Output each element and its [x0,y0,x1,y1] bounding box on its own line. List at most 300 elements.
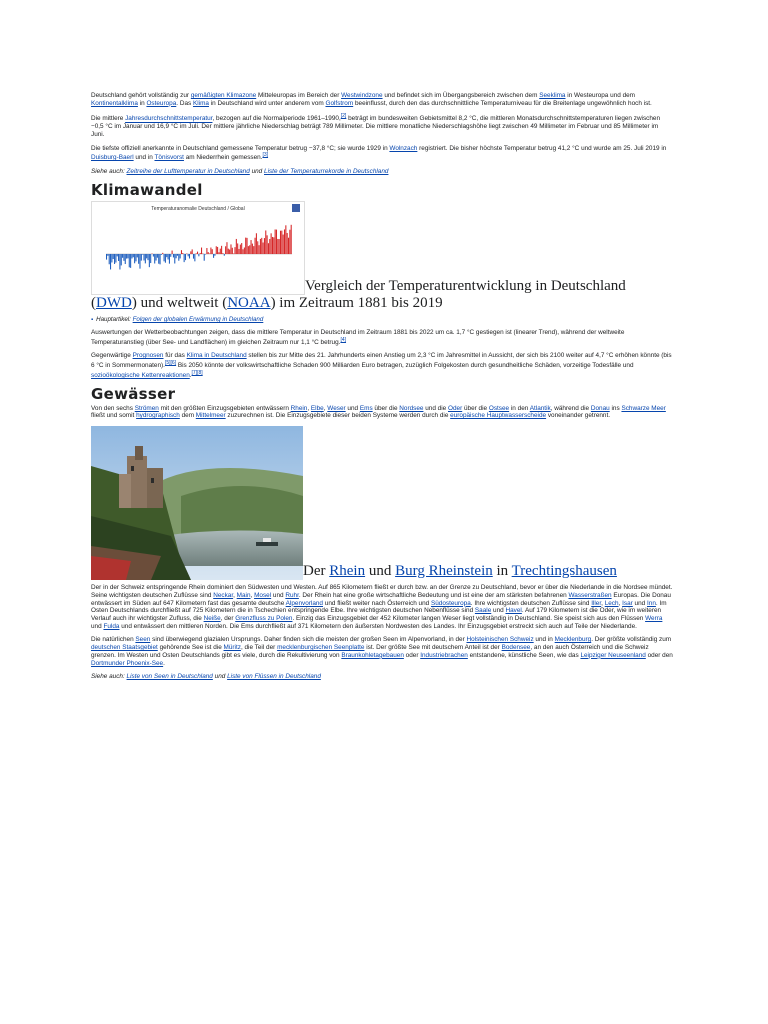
climate-paragraph-2 [91,113,673,138]
anomaly-bar [287,233,288,254]
anomaly-bar [196,253,197,254]
rhein-photo-svg [91,426,303,580]
inline-link[interactable]: Donau [590,404,610,412]
text-run: beeinflusst, durch den das durchschnittliche Temperaturniveau für die Breitenlage ungewöhnlich hoch ist. [353,99,652,107]
inline-link[interactable]: Havel [505,607,522,615]
anomaly-bar [212,249,213,254]
anomaly-bar [110,254,111,269]
inline-link[interactable]: gemäßigten Klimazone [190,92,257,99]
anomaly-bar [181,250,182,254]
inline-link[interactable]: Liste von Seen in Deutschland [126,673,213,681]
text-run: . Das [176,99,193,107]
anomaly-bar [180,254,181,258]
text-run: und die [423,404,448,412]
text-run: , bezogen auf die Normalperiode 1961–1990, [212,115,341,123]
text-run: . Auf 179 Kilometern ist die Oder, wie im weiteren Verlauf auch ihr wichtigster Zufluss, die [91,607,662,622]
anomaly-bar [139,254,140,269]
inline-link[interactable]: Zeitreihe der Lufttemperatur in Deutschland [126,168,250,176]
heading-klimawandel: Klimawandel [91,180,203,199]
climate-change-paragraph-2 [91,352,673,379]
text-run: , [307,404,311,412]
text-run: , [233,591,237,599]
inline-link[interactable]: Bodensee [501,644,531,652]
anomaly-bar [121,254,122,265]
anomaly-bar [127,254,128,258]
inline-link[interactable]: Iller [591,599,602,607]
inline-link[interactable]: Westwindzone [341,92,383,99]
text-run: voneinander getrennt. [546,412,611,420]
anomaly-bar [284,229,285,254]
inline-link[interactable]: Duisburg-Baerl [91,154,134,162]
text-run: und [212,673,228,681]
inline-link[interactable]: Liste von Flüssen in Deutschland [227,673,321,681]
footnote-link[interactable]: [5][6] [164,360,177,367]
rhein-figure [91,426,673,580]
anomaly-bar [177,254,178,256]
anomaly-bar [205,254,206,255]
inline-link[interactable]: Lech [604,599,619,607]
anomaly-bar [202,253,203,254]
anomaly-bar [178,254,179,261]
inline-link[interactable]: deutschen Staatsgebiet [91,644,158,652]
inline-link[interactable]: Ruhr [285,591,299,599]
inline-link[interactable]: Golfstrom [325,99,354,107]
text-run: Von den sechs [91,404,135,412]
inline-link[interactable]: Rhein [290,404,308,412]
chart-bars [106,225,292,270]
anomaly-bar [221,246,222,254]
text-run: Siehe auch: [91,673,127,681]
inline-link[interactable]: Nordsee [399,404,424,412]
inline-link[interactable]: Mittelmeer [195,412,226,420]
inline-link[interactable]: Tönisvorst [154,154,184,162]
anomaly-bar [220,249,221,254]
climate-paragraph-1 [91,92,673,107]
inline-link[interactable]: Südosteuropa [430,599,471,607]
text-run: gehörende See ist die [157,644,224,652]
anomaly-bar [117,254,118,256]
anomaly-bar [222,253,223,254]
anomaly-bar [152,253,153,254]
inline-link[interactable]: Burg Rheinstein [395,563,493,580]
inline-link[interactable]: Neckar [213,591,234,599]
inline-link[interactable]: mecklenburgischen Seenplatte [277,644,365,652]
anomaly-bar [236,239,237,254]
anomaly-bar [277,239,278,254]
anomaly-bar [164,254,165,261]
anomaly-bar [225,246,226,254]
anomaly-bar [129,254,130,267]
anomaly-bar [134,254,135,263]
text-run: ins [609,404,622,412]
anomaly-bar [184,254,185,262]
anomaly-bar [209,253,210,254]
text-run: und entwässert den mittleren Norden. Die Ems durchfließt auf 371 Kilometern den äußersten Nordwesten des Landes. Ihr Einzugsgebiet erstreckt sich auch auf Teile der Niederlande. [119,622,637,630]
text-run: dem [179,412,196,420]
anomaly-bar [273,237,274,254]
anomaly-bar [130,254,131,268]
inline-link[interactable]: Fulda [103,622,120,630]
footnote-link[interactable]: [4] [340,336,347,343]
text-run: . Der größte vollständig zum [591,636,672,644]
anomaly-bar [200,253,201,254]
anomaly-bar [161,254,162,255]
text-run: entstandene, künstliche Seen, wie das [467,651,581,659]
text-run: Die natürlichen [91,636,136,644]
text-run: Europas. Die Donau entwässert im Süden auf 647 Kilometern fast das gesamte deutsche [91,591,671,607]
anomaly-bar [206,248,207,254]
text-run: , der [220,614,236,622]
climate-paragraph-3 [91,145,673,163]
anomaly-bar [173,254,174,257]
anomaly-bar [279,239,280,254]
anomaly-bar [271,233,272,254]
inline-link[interactable]: Strömen [134,404,159,412]
anomaly-bar [255,238,256,254]
text-run: über die [462,404,489,412]
text-run: zuzurechnen ist. Die Einzugsgebiete dieser beiden Systeme werden durch die [225,412,451,420]
anomaly-bar [201,247,202,253]
anomaly-bar [115,254,116,263]
anomaly-bar [188,254,189,256]
anomaly-bar [285,225,286,254]
text-run: Bis 2050 könnte der volkswirtschaftliche Schaden 900 Milliarden Euro betragen, zuzüglich Folgekosten durch gesundheitliche Schäden, vorzeitige Todesfälle und [176,362,634,370]
anomaly-bar [109,254,110,264]
text-run: in Westeuropa und dem [565,92,636,99]
anomaly-bar [193,254,194,259]
text-run: , [250,591,255,599]
anomaly-bar [170,254,171,257]
anomaly-bar [118,254,119,261]
anomaly-bar [217,247,218,254]
text-run: oder den [645,651,673,659]
anomaly-bar [169,254,170,264]
anomaly-bar [126,254,127,259]
text-run: beträgt im bundesweiten Gebietsmittel 8,2 °C, die mittleren Monatsdurchschnittstemperaturen liegen zwischen −0,5 °C im Januar und 16,9 °C im Juli. Der mittlere jährliche Niederschlag beträgt 789 Millimeter. Die mittlere monatliche Niederschlagshöhe liegt zwischen 49 Millimeter im Februar und 85 Millimeter im Juni. [91,115,661,138]
anomaly-bar [168,254,169,259]
text-run: ) und weltweit ( [131,294,228,311]
anomaly-bar [145,254,146,263]
anomaly-bar [218,252,219,254]
inline-link[interactable]: Prognosen [132,352,164,360]
inline-link[interactable]: Dortmunder Phoenix-See [91,659,164,667]
inline-link[interactable]: Grenzfluss zu Polen [235,614,293,622]
photo-caption [303,563,617,579]
inline-link[interactable]: Isar [622,599,633,607]
anomaly-bar [281,230,282,253]
inline-link[interactable]: Wolnzach [389,144,418,152]
anomaly-bar [158,254,159,264]
inline-link[interactable]: Inn [647,599,656,607]
anomaly-bar [276,229,277,253]
text-run: Der in der Schweiz entspringende Rhein dominiert den Südwesten und Westen. Auf 865 Kilometern fließt er durch bzw. an der Grenze zu Deutschland, bevor er über die Niederlande in die Nordsee mündet. Seine wichtigsten deutschen Zuflüsse sind [91,584,673,599]
text-run: in [492,563,512,580]
anomaly-bar [153,254,154,257]
anomaly-bar [143,254,144,260]
anomaly-bar [265,230,266,254]
temperature-anomaly-chart[interactable] [91,201,305,295]
text-run: und in [533,636,555,644]
anomaly-bar [137,254,138,257]
text-run: und in [133,154,155,162]
inline-link[interactable]: Seeklima [539,92,566,99]
waters-see-also [91,673,673,681]
inline-link[interactable]: Seen [135,636,151,644]
inline-link[interactable]: Osteuropa [146,99,177,107]
anomaly-bar [197,251,198,253]
anomaly-bar [242,249,243,254]
anomaly-bar [238,249,239,254]
inline-link[interactable]: Leipziger Neuseenland [580,651,646,659]
anomaly-bar [267,235,268,254]
anomaly-bar [157,254,158,258]
rhein-photo[interactable] [91,426,303,580]
text-run: ist. Der größte See mit deutschem Anteil ist der [364,644,502,652]
inline-link[interactable]: Rhein [329,563,366,580]
inline-link[interactable]: Müritz [223,644,241,652]
waters-paragraph-3 [91,636,673,667]
anomaly-bar [272,237,273,254]
anomaly-bar [291,225,292,254]
article-body [91,92,673,687]
text-run: . Der Rhein hat eine große wirtschaftliche Bedeutung und ist eine der am stärksten befahrenen [298,591,569,599]
inline-link[interactable]: Alpenvorland [285,599,323,607]
anomaly-bar [216,246,217,254]
inline-link[interactable]: europäische Hauptwasserscheide [450,412,547,420]
text-run: Vergleich der Temperaturentwicklung in Deutschland ( [91,277,626,311]
text-run: über die [372,404,400,412]
anomaly-bar [114,254,115,264]
anomaly-bar [233,253,234,254]
text-run: , [323,404,328,412]
inline-link[interactable]: Oder [447,404,463,412]
inline-link[interactable]: Ostsee [488,404,510,412]
anomaly-bar [256,233,257,254]
inline-link[interactable]: Ems [359,404,373,412]
hauptartikel-note [91,316,673,323]
anomaly-bar [156,254,157,261]
inline-link[interactable]: NOAA [227,294,271,311]
text-run: , [601,599,605,607]
inline-link[interactable]: Werra [645,614,663,622]
anomaly-bar [165,254,166,263]
inline-link[interactable]: Folgen der globalen Erwärmung in Deutschland [132,315,264,323]
anomaly-bar [264,238,265,254]
anomaly-bar [149,254,150,267]
anomaly-bar [147,254,148,260]
inline-link[interactable]: Schwarze Meer [621,404,666,412]
anomaly-bar [185,254,186,260]
anomaly-bar [280,231,281,254]
anomaly-bar [154,254,155,263]
anomaly-bar [228,249,229,254]
anomaly-bar [141,254,142,261]
text-run: , die Teil der [240,644,278,652]
anomaly-bar [166,254,167,257]
heading-gewaesser: Gewässer [91,384,176,403]
text-run: Gegenwärtige [91,352,133,360]
anomaly-bar [226,242,227,254]
anomaly-bar [131,254,132,258]
inline-link[interactable]: Atlantik [529,404,551,412]
anomaly-bar [253,246,254,254]
text-run: für das [163,352,187,360]
text-run: in Deutschland wird unter anderem vom [208,99,326,107]
anomaly-bar [232,248,233,254]
text-run: Hauptartikel: [96,315,133,323]
anomaly-bar [106,254,107,260]
inline-link[interactable]: Holsteinischen Schweiz [466,636,534,644]
text-run: Deutschland gehört vollständig zur [91,92,191,99]
text-run: Die tiefste offiziell anerkannte in Deutschland gemessene Temperatur betrug −37,8 °C; sie wurde 1929 in [91,144,390,152]
footnote-link[interactable]: [3] [262,152,269,159]
anomaly-bar [288,238,289,254]
anomaly-bar [237,243,238,254]
text-run: . [189,372,192,380]
anomaly-bar [249,245,250,254]
text-run: , während die [550,404,591,412]
anomaly-bar [259,245,260,254]
text-run: und [91,622,104,630]
anomaly-bar [251,240,252,254]
text-run: Der [303,563,330,580]
temperature-figure [91,201,673,312]
text-run: stellen bis zur Mitte des 21. Jahrhunderts einen Anstieg um 2,3 °C im Jahresmittel in Aussicht, der sich bis 2100 weiter auf 4,7 °C erhöhen könnte (bis 6 °C in Sommermonaten). [91,352,672,370]
anomaly-bar [113,254,114,259]
inline-link[interactable]: Braunkohletagebauen [341,651,404,659]
anomaly-bar [214,254,215,256]
anomaly-bar [123,254,124,261]
anomaly-bar [204,254,205,261]
inline-link[interactable]: hydrographisch [136,412,180,420]
anomaly-bar [176,254,177,258]
text-run: und befindet sich im Übergangsbereich zwischen dem [382,92,540,99]
anomaly-bar [172,250,173,253]
text-run: Mitteleuropas im Bereich der [256,92,342,99]
anomaly-bar [210,247,211,253]
inline-link[interactable]: Trechtingshausen [511,563,617,580]
anomaly-bar [189,254,190,259]
anomaly-bar [107,254,108,256]
text-run: fließt und somit [91,412,137,420]
text-run: . Ihre wichtigsten deutschen Zuflüsse sind [470,599,592,607]
text-run: am Niederrhein gemessen. [183,154,263,162]
text-run: . Einzig das Einzugsgebiet der 452 Kilometer langen Weser liegt vollständig in Deutschland. Sie speist sich aus den Flüssen [292,614,646,622]
inline-link[interactable]: Weser [327,404,346,412]
anomaly-bar [160,254,161,264]
inline-link[interactable]: Wasserstraßen [568,591,612,599]
inline-link[interactable]: DWD [96,294,132,311]
text-run: . Im Osten Deutschlands durchfließt auf 725 Kilometern die in Tschechien entspringende Elbe. Ihre wichtigsten deutschen Nebenflüsse sind [91,599,667,615]
text-run: und [271,591,286,599]
anomaly-bar [275,229,276,254]
text-run: und [632,599,647,607]
text-run: ) im Zeitraum 1881 bis 2019 [270,294,443,311]
text-run: registriert. Die bisher höchste Temperatur betrug 41,2 °C und wurde am 25. Juli 2019 in [417,144,667,152]
anomaly-bar [208,252,209,254]
anomaly-bar [213,254,214,258]
inline-link[interactable]: Industriebrachen [420,651,468,659]
anomaly-bar [229,249,230,253]
anomaly-bar [125,254,126,264]
anomaly-bar [244,247,245,254]
waters-paragraph-1 [91,405,673,420]
inline-link[interactable]: Elbe [310,404,324,412]
anomaly-bar [150,254,151,263]
anomaly-bar [230,244,231,254]
inline-link[interactable]: Mecklenburg [554,636,592,644]
anomaly-bar [198,254,199,256]
footnote-link[interactable]: [2] [340,113,347,120]
anomaly-bar [146,254,147,258]
anomaly-bar [133,254,134,257]
anomaly-bar [269,239,270,254]
waters-paragraph-2 [91,584,673,630]
text-run: und [345,404,360,412]
anomaly-bar [241,243,242,254]
anomaly-bar [119,254,120,269]
inline-link[interactable]: Jahresdurchschnittstemperatur [125,115,213,123]
anomaly-bar [142,254,143,255]
anomaly-bar [263,242,264,254]
anomaly-bar [261,238,262,254]
inline-link[interactable]: Main [236,591,251,599]
anomaly-bar [122,254,123,258]
inline-link[interactable]: Liste der Temperaturrekorde in Deutschland [264,168,389,176]
text-run: in den [509,404,530,412]
inline-link[interactable]: Kontinentalklima [91,99,138,107]
anomaly-bar [245,237,246,253]
text-run: mit den größten Einzugsgebieten entwässern [158,404,291,412]
temperature-anomaly-svg [92,202,304,294]
inline-link[interactable]: sozioökologische Kettenreaktionen [91,372,190,380]
text-run: und [249,168,265,176]
anomaly-bar [224,254,225,256]
footnote-link[interactable]: [7][8] [191,369,203,376]
climate-change-paragraph-1: Auswertungen der Wetterbeobachtungen zeigen, dass die mittlere Temperatur in Deutschland im Zeitraum 1881 bis 2022 um ca. 1,7 °C gestiegen ist (linearer Trend), während der weltweite Temperaturanstieg (über See- und Landflächen) im gleichen Zeitraum nur 1,1 °C betrug.[4] [91,328,625,346]
anomaly-bar [240,244,241,253]
inline-link[interactable]: Neiße [203,614,221,622]
anomaly-bar [247,238,248,254]
anomaly-bar [234,247,235,254]
inline-link[interactable]: Klima [192,99,209,107]
anomaly-bar [283,234,284,253]
anomaly-bar [248,246,249,254]
anomaly-bar [135,254,136,261]
text-run: und fließt weiter nach Österreich und [322,599,431,607]
anomaly-bar [268,243,269,254]
text-run: , [618,599,623,607]
text-run: sind überwiegend glazialen Ursprungs. Daher finden sich die meisten der großen Seen im Alpenvorland, in der [150,636,467,644]
anomaly-bar [260,239,261,254]
text-run: und [491,607,506,615]
text-run: Die mittlere [91,115,126,123]
inline-link[interactable]: Klima in Deutschland [186,352,247,360]
text-run: oder [403,651,421,659]
anomaly-bar [186,253,187,254]
text-run: in [137,99,147,107]
inline-link[interactable]: Saale [474,607,492,615]
anomaly-bar [289,230,290,254]
climate-see-also [91,168,673,176]
anomaly-bar [162,253,163,254]
anomaly-bar [138,254,139,264]
anomaly-bar [174,254,175,264]
chart-title: Temperaturanomalie Deutschland / Global [151,205,245,212]
anomaly-bar [190,251,191,254]
inline-link[interactable]: Mosel [254,591,272,599]
anomaly-bar [192,249,193,254]
